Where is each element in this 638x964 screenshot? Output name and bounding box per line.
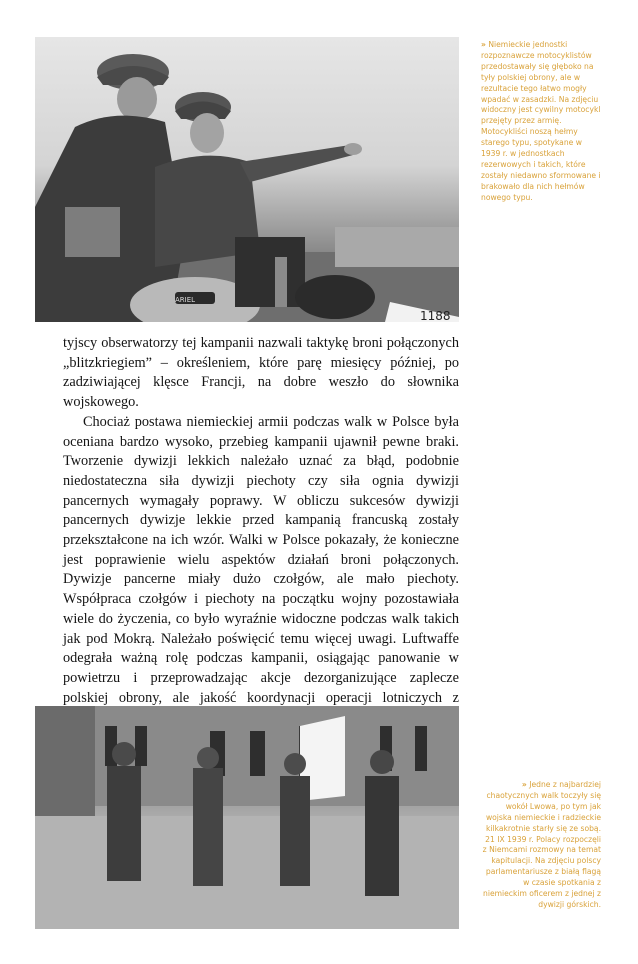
paragraph-1: tyjscy obserwatorzy tej kampanii nazwali taktykę broni połączonych „blitzkriegiem” – określeniem, które parę miesięcy później, po zadziwiającej klęsce Francji, na dobre weszło do słownika wojskowego. xyxy=(63,335,459,411)
caption-marker: » xyxy=(521,780,527,789)
caption-text: Niemieckie jednostki rozpoznawcze motocyklistów przedostawały się głęboko na tyły polskiej obrony, ale w rezultacie tego łatwo mogły wpadać w zasadzki. Na zdjęciu widoczny jest cywilny motocykl przejęty przez armię. Motocykliści noszą hełmy starego typu, spotykane w 1939 r. w jednostkach rezerwowych i takich, które zostały niedawno sformowane i brakowało dla nich hełmów nowego typu. xyxy=(481,40,601,202)
tank-badge-text: ARIEL xyxy=(175,296,196,304)
paragraph-2: Chociaż postawa niemieckiej armii podczas walk w Polsce była oceniana bardzo wysoko, przebieg kampanii ujawnił pewne braki. Tworzenie dywizji lekkich należało uznać za błąd, podobnie niedostateczna siła dywizji piechoty czy siła ognia dywizji pancernych wymagały poprawy. W obliczu sukcesów dywizji pancernych dywizje lekkie przed kampanią francuską zostały przekształcone na ich wzór. Walki w Polsce pokazały, że konieczne jest poprawienie wielu aspektów działań broni połączonych. Dywizje pancerne miały dużo czołgów, ale mało piechoty. Współpraca czołgów i piechoty na początku wojny pozostawiała wiele do życzenia, co było wyraźnie widoczne podczas walk takich jak pod Mokrą. Należało poświęcić temu więcej uwagi. Luftwaffe odegrała ważną rolę podczas kampanii, osiągając panowanie w powietrzu i przeprowadzając akcje dezorganizujące zaplecze polskiej obrony, ale jakość koordynacji operacji lotniczych z xyxy=(63,413,459,706)
photo-motorcyclists xyxy=(35,37,459,322)
number-plate-text: 1188 xyxy=(420,309,451,322)
photo-parlementaires-drawing xyxy=(35,706,459,929)
caption-motorcyclists xyxy=(481,40,601,204)
caption-text: Jedne z najbardziej chaotycznych walk toczyły się wokół Lwowa, po tym jak wojska niemieckie i radzieckie kilkakrotnie starły się ze sobą. 21 IX 1939 r. Polacy rozpoczęli z Niemcami rozmowy na temat kapitulacji. Na zdjęciu polscy parlamentariusze z białą flagą w czasie spotkania z niemieckim oficerem z jednej z dywizji górskich. xyxy=(482,780,601,909)
photo-parlementaires xyxy=(35,706,459,929)
photo-motorcyclists-drawing xyxy=(35,37,459,322)
caption-parlementaires xyxy=(481,780,601,911)
caption-marker: » xyxy=(481,40,486,49)
